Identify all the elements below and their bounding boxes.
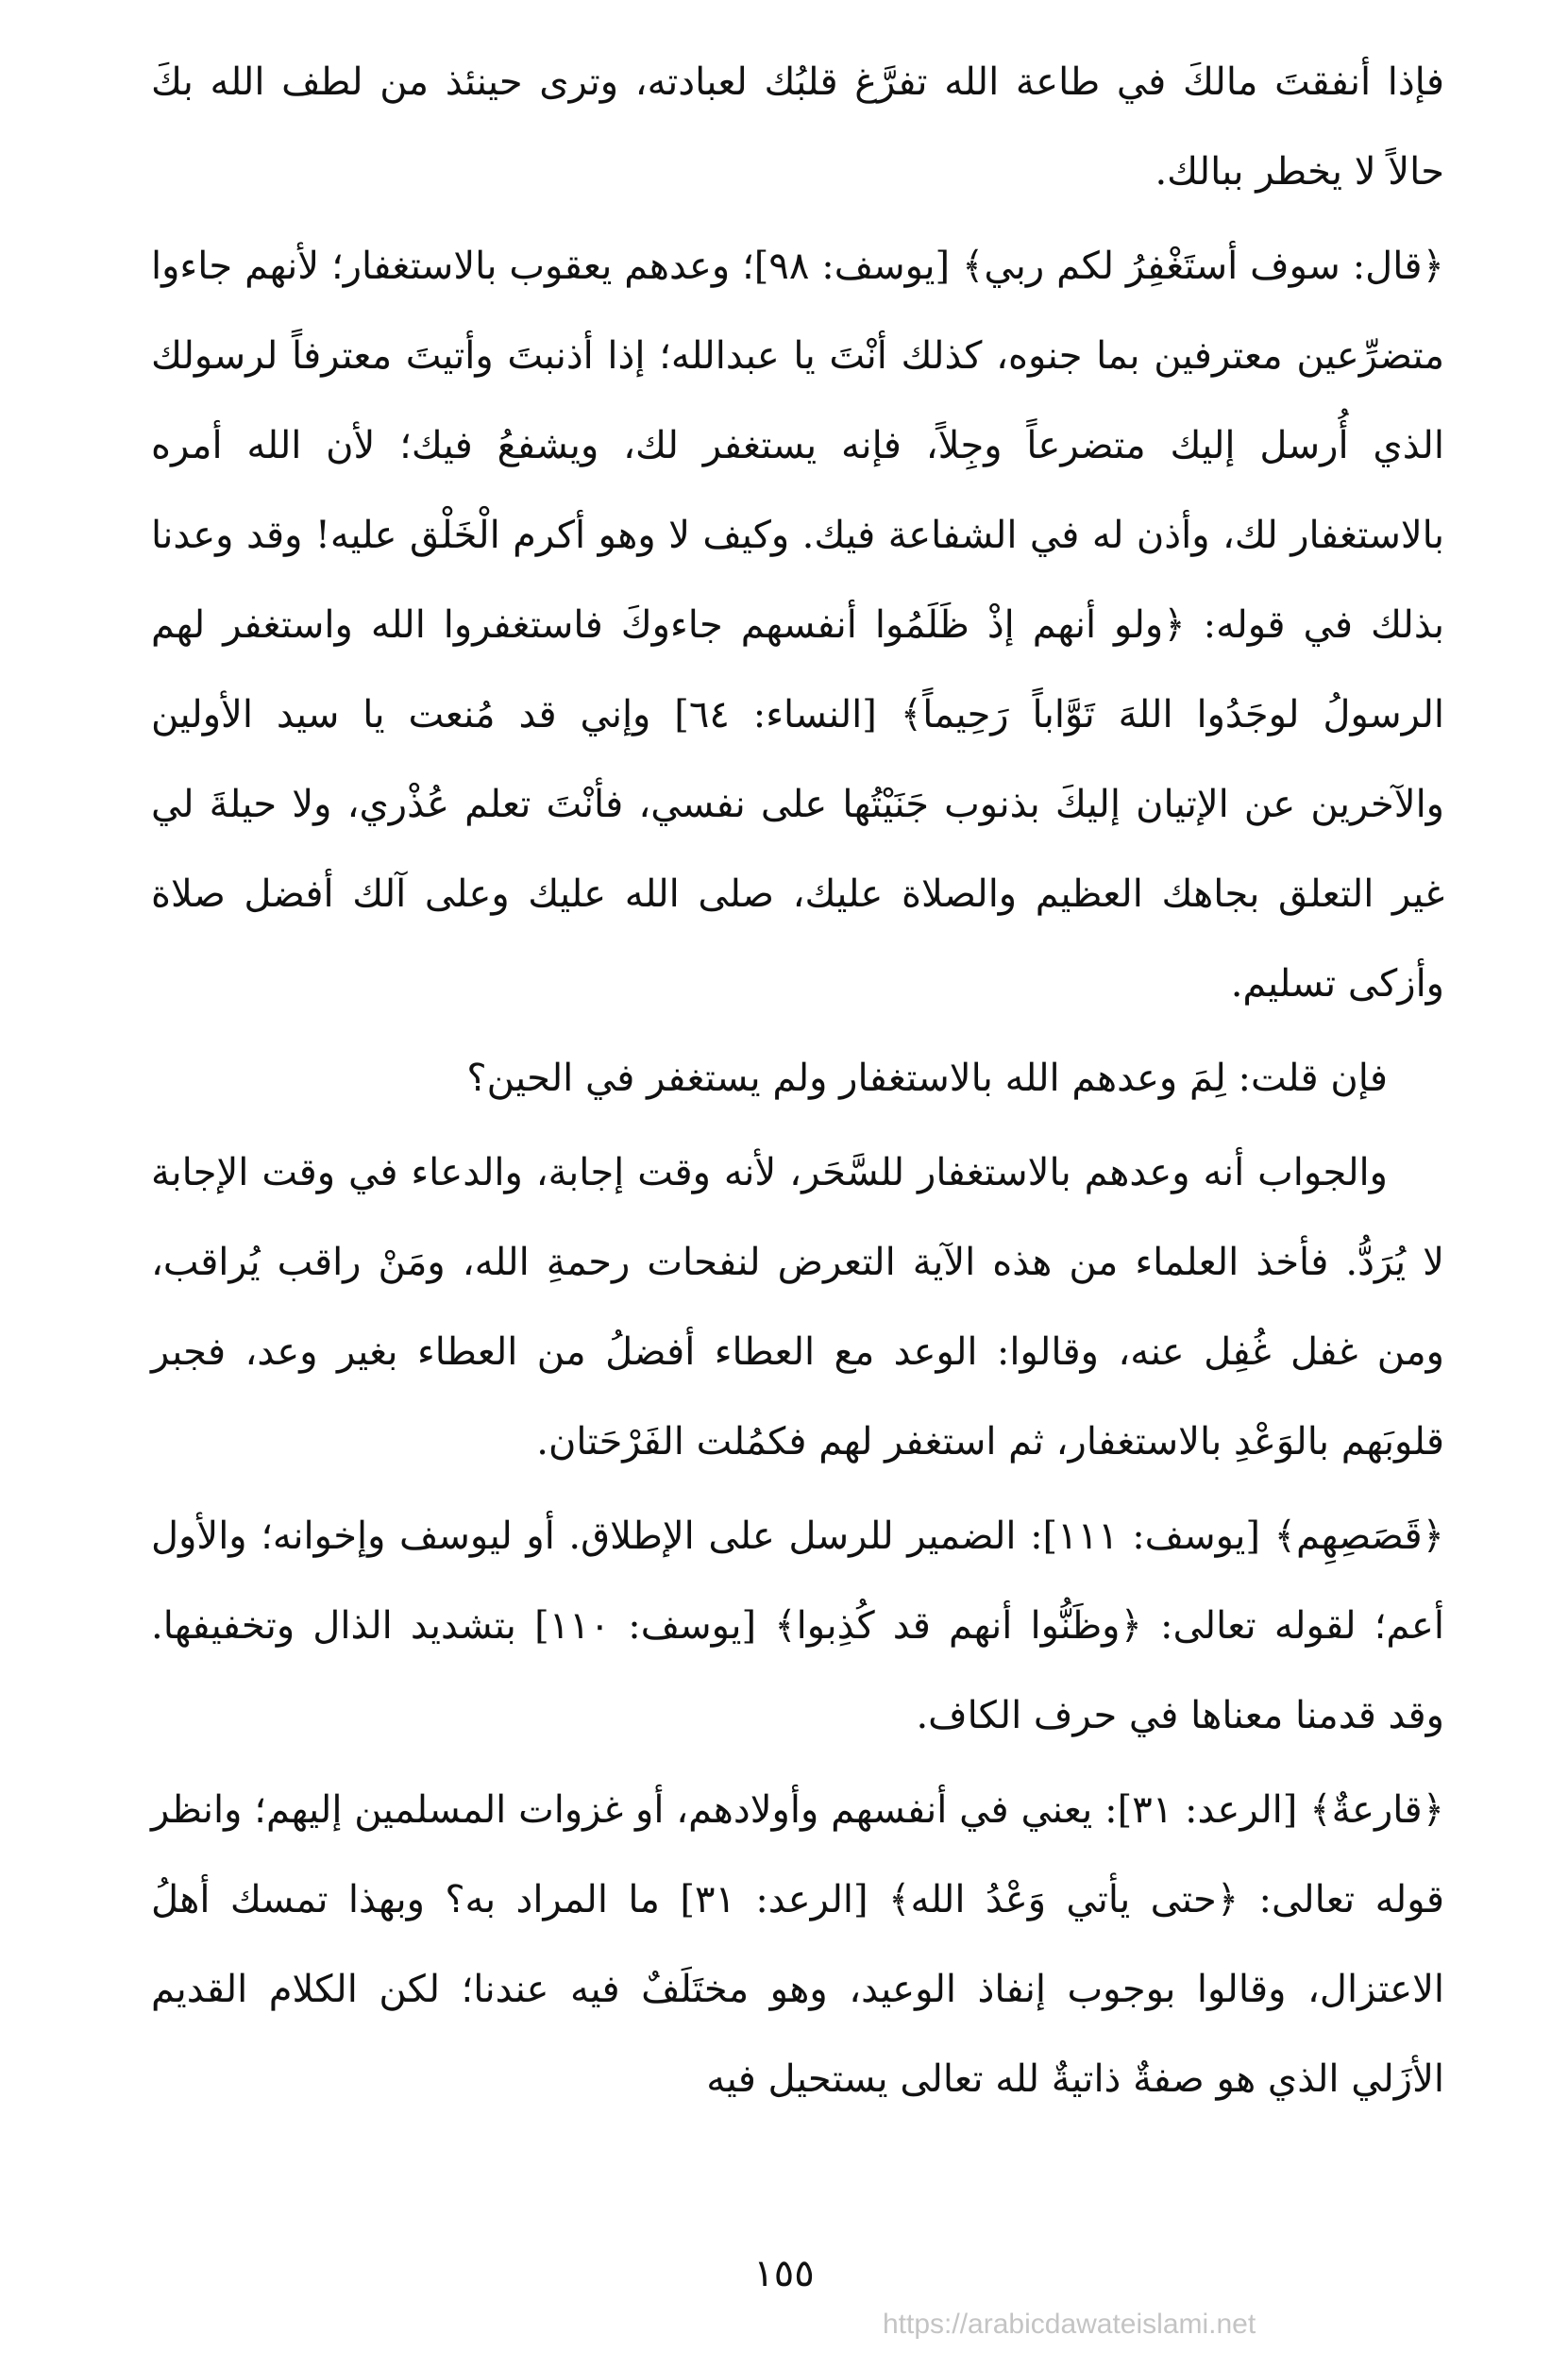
page-number: ١٥٥ — [753, 2252, 815, 2295]
paragraph-qariah: ﴿قارعةٌ﴾ [الرعد: ٣١]: يعني في أنفسهم وأولادهم، أو غزوات المسلمين إليهم؛ وانظر قوله تعالى: ﴿حتى يأتي وَعْدُ الله﴾ [الرعد: ٣١] ما المراد به؟ وبهذا تمسك أهلُ الاعتزال، وقالوا بوجوب إنفاذ الوعيد، وهو مختَلَفٌ فيه عندنا؛ لكن الكلام القديم الأزَلي الذي هو صفةٌ ذاتيةٌ لله تعالى يستحيل فيه — [151, 1788, 1445, 2101]
paragraph-qasasihim: ﴿قَصَصِهِم﴾ [يوسف: ١١١]: الضمير للرسل على الإطلاق. أو ليوسف وإخوانه؛ والأول أعم؛ لقوله تعالى: ﴿وظَنُّوا أنهم قد كُذِبوا﴾ [يوسف: ١١٠] بتشديد الذال وتخفيفها. وقد قدمنا معناها في حرف الكاف. — [151, 1514, 1445, 1737]
paragraph-answer: والجواب أنه وعدهم بالاستغفار للسَّحَر، لأنه وقت إجابة، والدعاء في وقت الإجابة لا يُرَدُّ. فأخذ العلماء من هذه الآية التعرض لنفحات رحمةِ الله، ومَنْ راقب يُراقب، ومن غفل غُفِل عنه، وقالوا: الوعد مع العطاء أفضلُ من العطاء بغير وعد، فجبر قلوبَهم بالوَعْدِ بالاستغفار، ثم استغفر لهم فكمُلت الفَرْحَتان. — [151, 1151, 1444, 1464]
paragraph-istighfar: ﴿قال: سوف أستَغْفِرُ لكم ربي﴾ [يوسف: ٩٨]؛ وعدهم يعقوب بالاستغفار؛ لأنهم جاءوا متضرِّعين معترفين بما جنوه، كذلك أنْتَ يا عبدالله؛ إذا أذنبتَ وأتيتَ معترفاً لرسولك الذي أُرسل إليك متضرعاً وجِلاً، فإنه يستغفر لك، ويشفعُ فيك؛ لأن الله أمره بالاستغفار لك، وأذن له في الشفاعة فيك. وكيف لا وهو أكرم الْخَلْق عليه! وقد وعدنا بذلك في قوله: ﴿ولو أنهم إذْ ظَلَمُوا أنفسهم جاءوكَ فاستغفروا الله واستغفر لهم الرسولُ لوجَدُوا اللهَ تَوَّاباً رَحِيماً﴾ [النساء: ٦٤] وإني قد مُنعت يا سيد الأولين والآخرين عن الإتيان إليكَ بذنوب جَنَيْتُها على نفسي، فأنْتَ تعلم عُذْري، ولا حيلةَ لي غير التعلق بجاهك العظيم والصلاة عليك، صلى الله عليك وعلى آلك أفضل صلاة وأزكى تسليم. — [151, 245, 1444, 1006]
watermark-url: https://arabicdawateislami.net — [883, 2309, 1256, 2340]
paragraph-question: فإن قلت: لِمَ وعدهم الله بالاستغفار ولم يستغفر في الحين؟ — [466, 1057, 1388, 1100]
page-body — [151, 38, 1444, 2129]
paragraph-spending: فإذا أنفقتَ مالكَ في طاعة الله تفرَّغ قلبُك لعبادته، وترى حينئذ من لطف الله بكَ حالاً لا يخطر ببالك. — [151, 60, 1444, 194]
